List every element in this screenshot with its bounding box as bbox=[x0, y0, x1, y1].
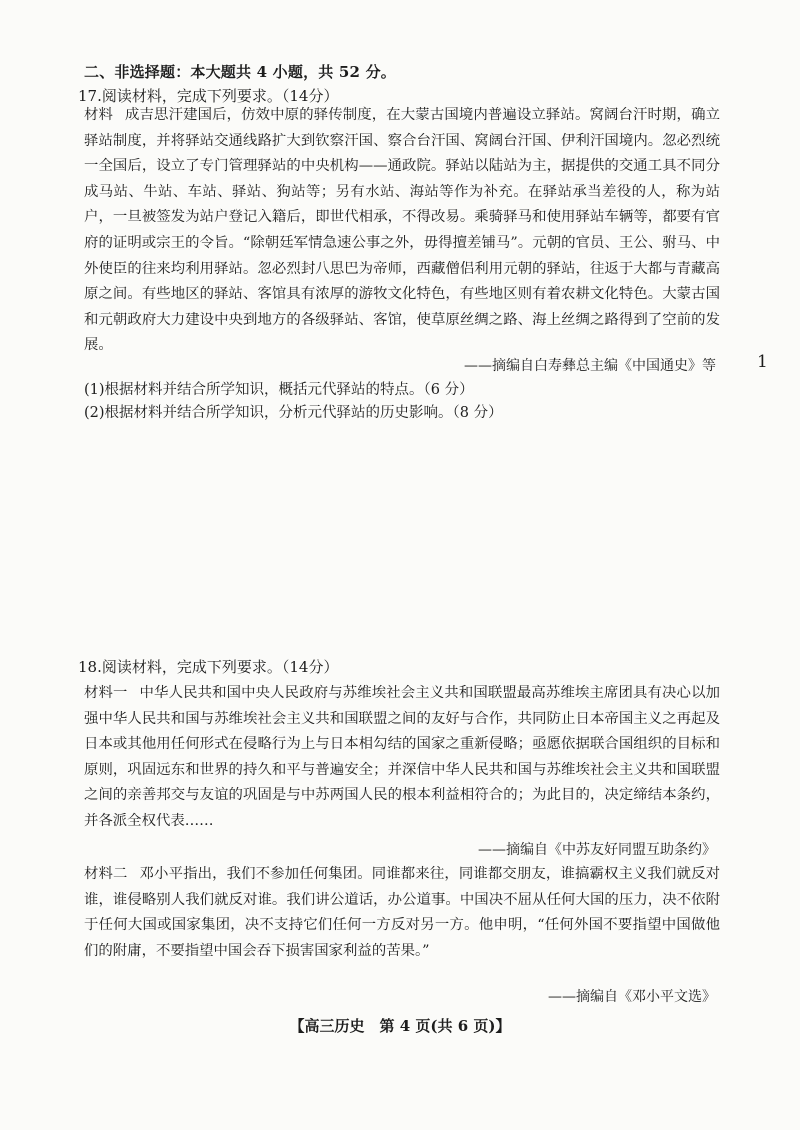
material-1-text: 中华人民共和国中央人民政府与苏维埃社会主义共和国联盟最高苏维埃主席团具有决心以加强中华人民共和国与苏维埃社会主义共和国联盟之间的友好与合作，共同防止日本帝国主义之再起及日本或其他用任何形式在侵略行为上与日本相勾结的国家之重新侵略；亟愿依据联合国组织的目标和原则，巩固远东和世界的持久和平与普遍安全；并深信中华人民共和国与苏维埃社会主义共和国联盟之间的亲善邦交与友谊的巩固是与中苏两国人民的根本利益相符合的；为此目的，决定缔结本条约，并各派全权代表…… bbox=[84, 685, 720, 829]
question-17-subquestion-1: (1)根据材料并结合所学知识，概括元代驿站的特点。（6 分） bbox=[84, 382, 474, 398]
question-18-source-1: ——摘编自《中苏友好同盟互助条约》 bbox=[478, 842, 716, 858]
material-text: 成吉思汗建国后，仿效中原的驿传制度，在大蒙古国境内普遍设立驿站。窝阔台汗时期，确立驿站制度，并将驿站交通线路扩大到钦察汗国、察合台汗国、窝阔台汗国、伊利汗国境内。忽必烈统一全国后，设立了专门管理驿站的中央机构——通政院。驿站以陆站为主，据提供的交通工具不同分成马站、牛站、车站、驿站、狗站等；另有水站、海站等作为补充。在驿站承当差役的人，称为站户，一旦被签发为站户登记入籍后，即世代相承，不得改易。乘骑驿马和使用驿站车辆等，都要有官府的证明或宗王的令旨。“除朝廷军情急速公事之外，毋得擅差铺马”。元朝的官员、王公、驸马、中外使臣的往来均利用驿站。忽必烈封八思巴为帝师，西藏僧侣利用元朝的驿站，往返于大都与青藏高原之间。有些地区的驿站、客馆具有浓厚的游牧文化特色，有些地区则有着农耕文化特色。大蒙古国和元朝政府大力建设中央到地方的各级驿站、客馆，使草原丝绸之路、海上丝绸之路得到了空前的发展。 bbox=[84, 107, 720, 354]
question-17-source: ——摘编自白寿彝总主编《中国通史》等 bbox=[464, 358, 716, 374]
material-2-text: 邓小平指出，我们不参加任何集团。同谁都来往，同谁都交朋友，谁搞霸权主义我们就反对谁，谁侵略别人我们就反对谁。我们讲公道话，办公道事。中国决不屈从任何大国的压力，决不依附于任何大国或国家集团，决不支持它们任何一方反对另一方。他申明，“任何外国不要指望中国做他们的附庸，不要指望中国会吞下损害国家利益的苦果。” bbox=[84, 866, 720, 959]
material-2-label: 材料二 bbox=[84, 866, 128, 882]
margin-page-mark: 1 bbox=[757, 352, 768, 372]
section-title: 二、非选择题：本大题共 4 小题，共 52 分。 bbox=[84, 63, 397, 81]
question-18-source-2: ——摘编自《邓小平文选》 bbox=[548, 989, 716, 1005]
question-17-heading: 17.阅读材料，完成下列要求。（14分） bbox=[78, 87, 339, 105]
question-18-material-1 bbox=[84, 681, 720, 835]
page-footer: 【高三历史 第 4 页(共 6 页)】 bbox=[289, 1017, 511, 1035]
question-17-material bbox=[84, 103, 720, 359]
question-18-heading: 18.阅读材料，完成下列要求。（14分） bbox=[78, 658, 339, 676]
material-label: 材料 bbox=[84, 107, 114, 123]
question-17-subquestion-2: (2)根据材料并结合所学知识，分析元代驿站的历史影响。（8 分） bbox=[84, 405, 503, 421]
material-1-label: 材料一 bbox=[84, 685, 128, 701]
question-18-material-2 bbox=[84, 862, 720, 964]
